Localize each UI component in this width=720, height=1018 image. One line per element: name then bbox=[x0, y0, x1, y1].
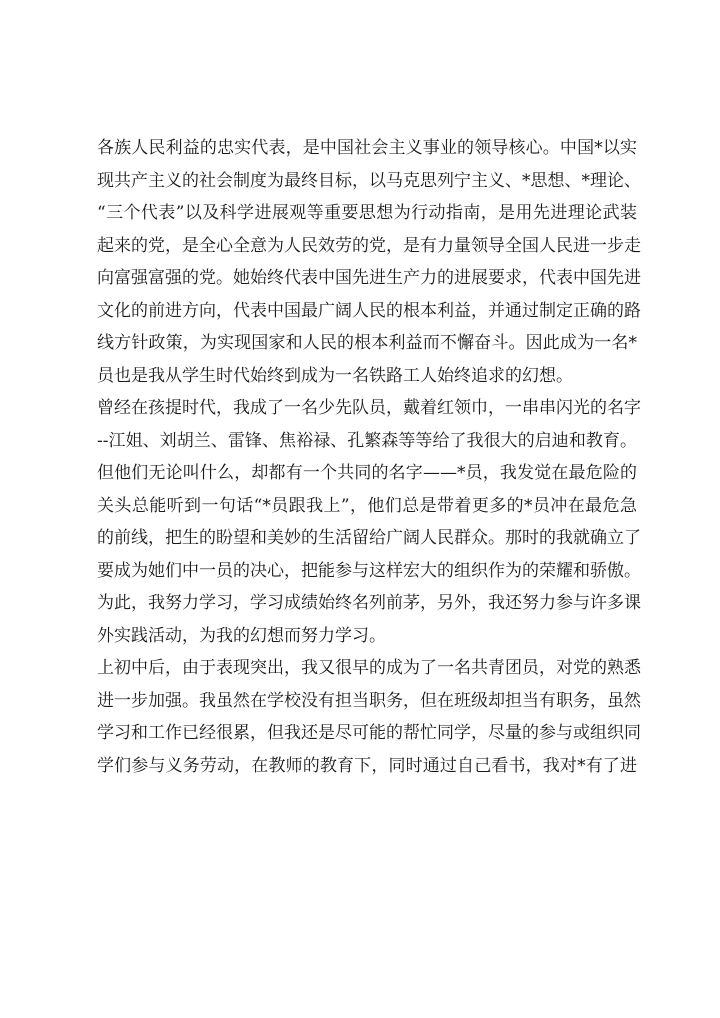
document-body bbox=[97, 132, 641, 782]
text-line: 员也是我从学生时代始终到成为一名铁路工人始终追求的幻想。 bbox=[97, 365, 573, 386]
text-line: 外实践活动，为我的幻想而努力学习。 bbox=[97, 625, 386, 646]
text-line: 学们参与义务劳动，在教师的教育下，同时通过自己看书，我对*有了进 bbox=[97, 755, 637, 776]
paragraph-3 bbox=[97, 652, 641, 782]
text-line: --江姐、刘胡兰、雷锋、焦裕禄、孔繁森等等给了我很大的启迪和教育。 bbox=[97, 430, 637, 451]
paragraph-2 bbox=[97, 392, 641, 652]
text-line: “三个代表”以及科学进展观等重要思想为行动指南，是用先进理论武装 bbox=[97, 203, 637, 223]
text-line: 的前线，把生的盼望和美妙的生活留给广阔人民群众。那时的我就确立了 bbox=[97, 528, 641, 548]
text-line: 线方针政策，为实现国家和人民的根本利益而不懈奋斗。因此成为一名* bbox=[97, 333, 637, 353]
text-line: 曾经在孩提时代，我成了一名少先队员，戴着红领巾，一串串闪光的名字 bbox=[97, 398, 641, 418]
text-line: 起来的党，是全心全意为人民效劳的党，是有力量领导全国人民进一步走 bbox=[97, 235, 641, 256]
text-line: 关头总能听到一句话“*员跟我上”，他们总是带着更多的*员冲在最危急 bbox=[97, 495, 637, 516]
text-line: 文化的前进方向，代表中国最广阔人民的根本利益，并通过制定正确的路 bbox=[97, 300, 641, 321]
text-line: 但他们无论叫什么，却都有一个共同的名字——*员，我发觉在最危险的 bbox=[97, 463, 637, 483]
text-line: 要成为她们中一员的决心，把能参与这样宏大的组织作为的荣耀和骄傲。 bbox=[97, 560, 641, 581]
text-line: 为此，我努力学习，学习成绩始终名列前茅，另外，我还努力参与许多课 bbox=[97, 593, 641, 613]
paragraph-1 bbox=[97, 132, 641, 392]
text-line: 向富强富强的党。她始终代表中国先进生产力的进展要求，代表中国先进 bbox=[97, 268, 641, 288]
text-line: 上初中后，由于表现突出，我又很早的成为了一名共青团员，对党的熟悉 bbox=[97, 658, 641, 678]
text-line: 各族人民利益的忠实代表，是中国社会主义事业的领导核心。中国*以实 bbox=[97, 138, 637, 158]
text-line: 学习和工作已经很累，但我还是尽可能的帮忙同学，尽量的参与或组织同 bbox=[97, 723, 641, 743]
text-line: 现共产主义的社会制度为最终目标，以马克思列宁主义、*思想、*理论、 bbox=[97, 170, 641, 191]
text-line: 进一步加强。我虽然在学校没有担当职务，但在班级却担当有职务，虽然 bbox=[97, 690, 641, 711]
